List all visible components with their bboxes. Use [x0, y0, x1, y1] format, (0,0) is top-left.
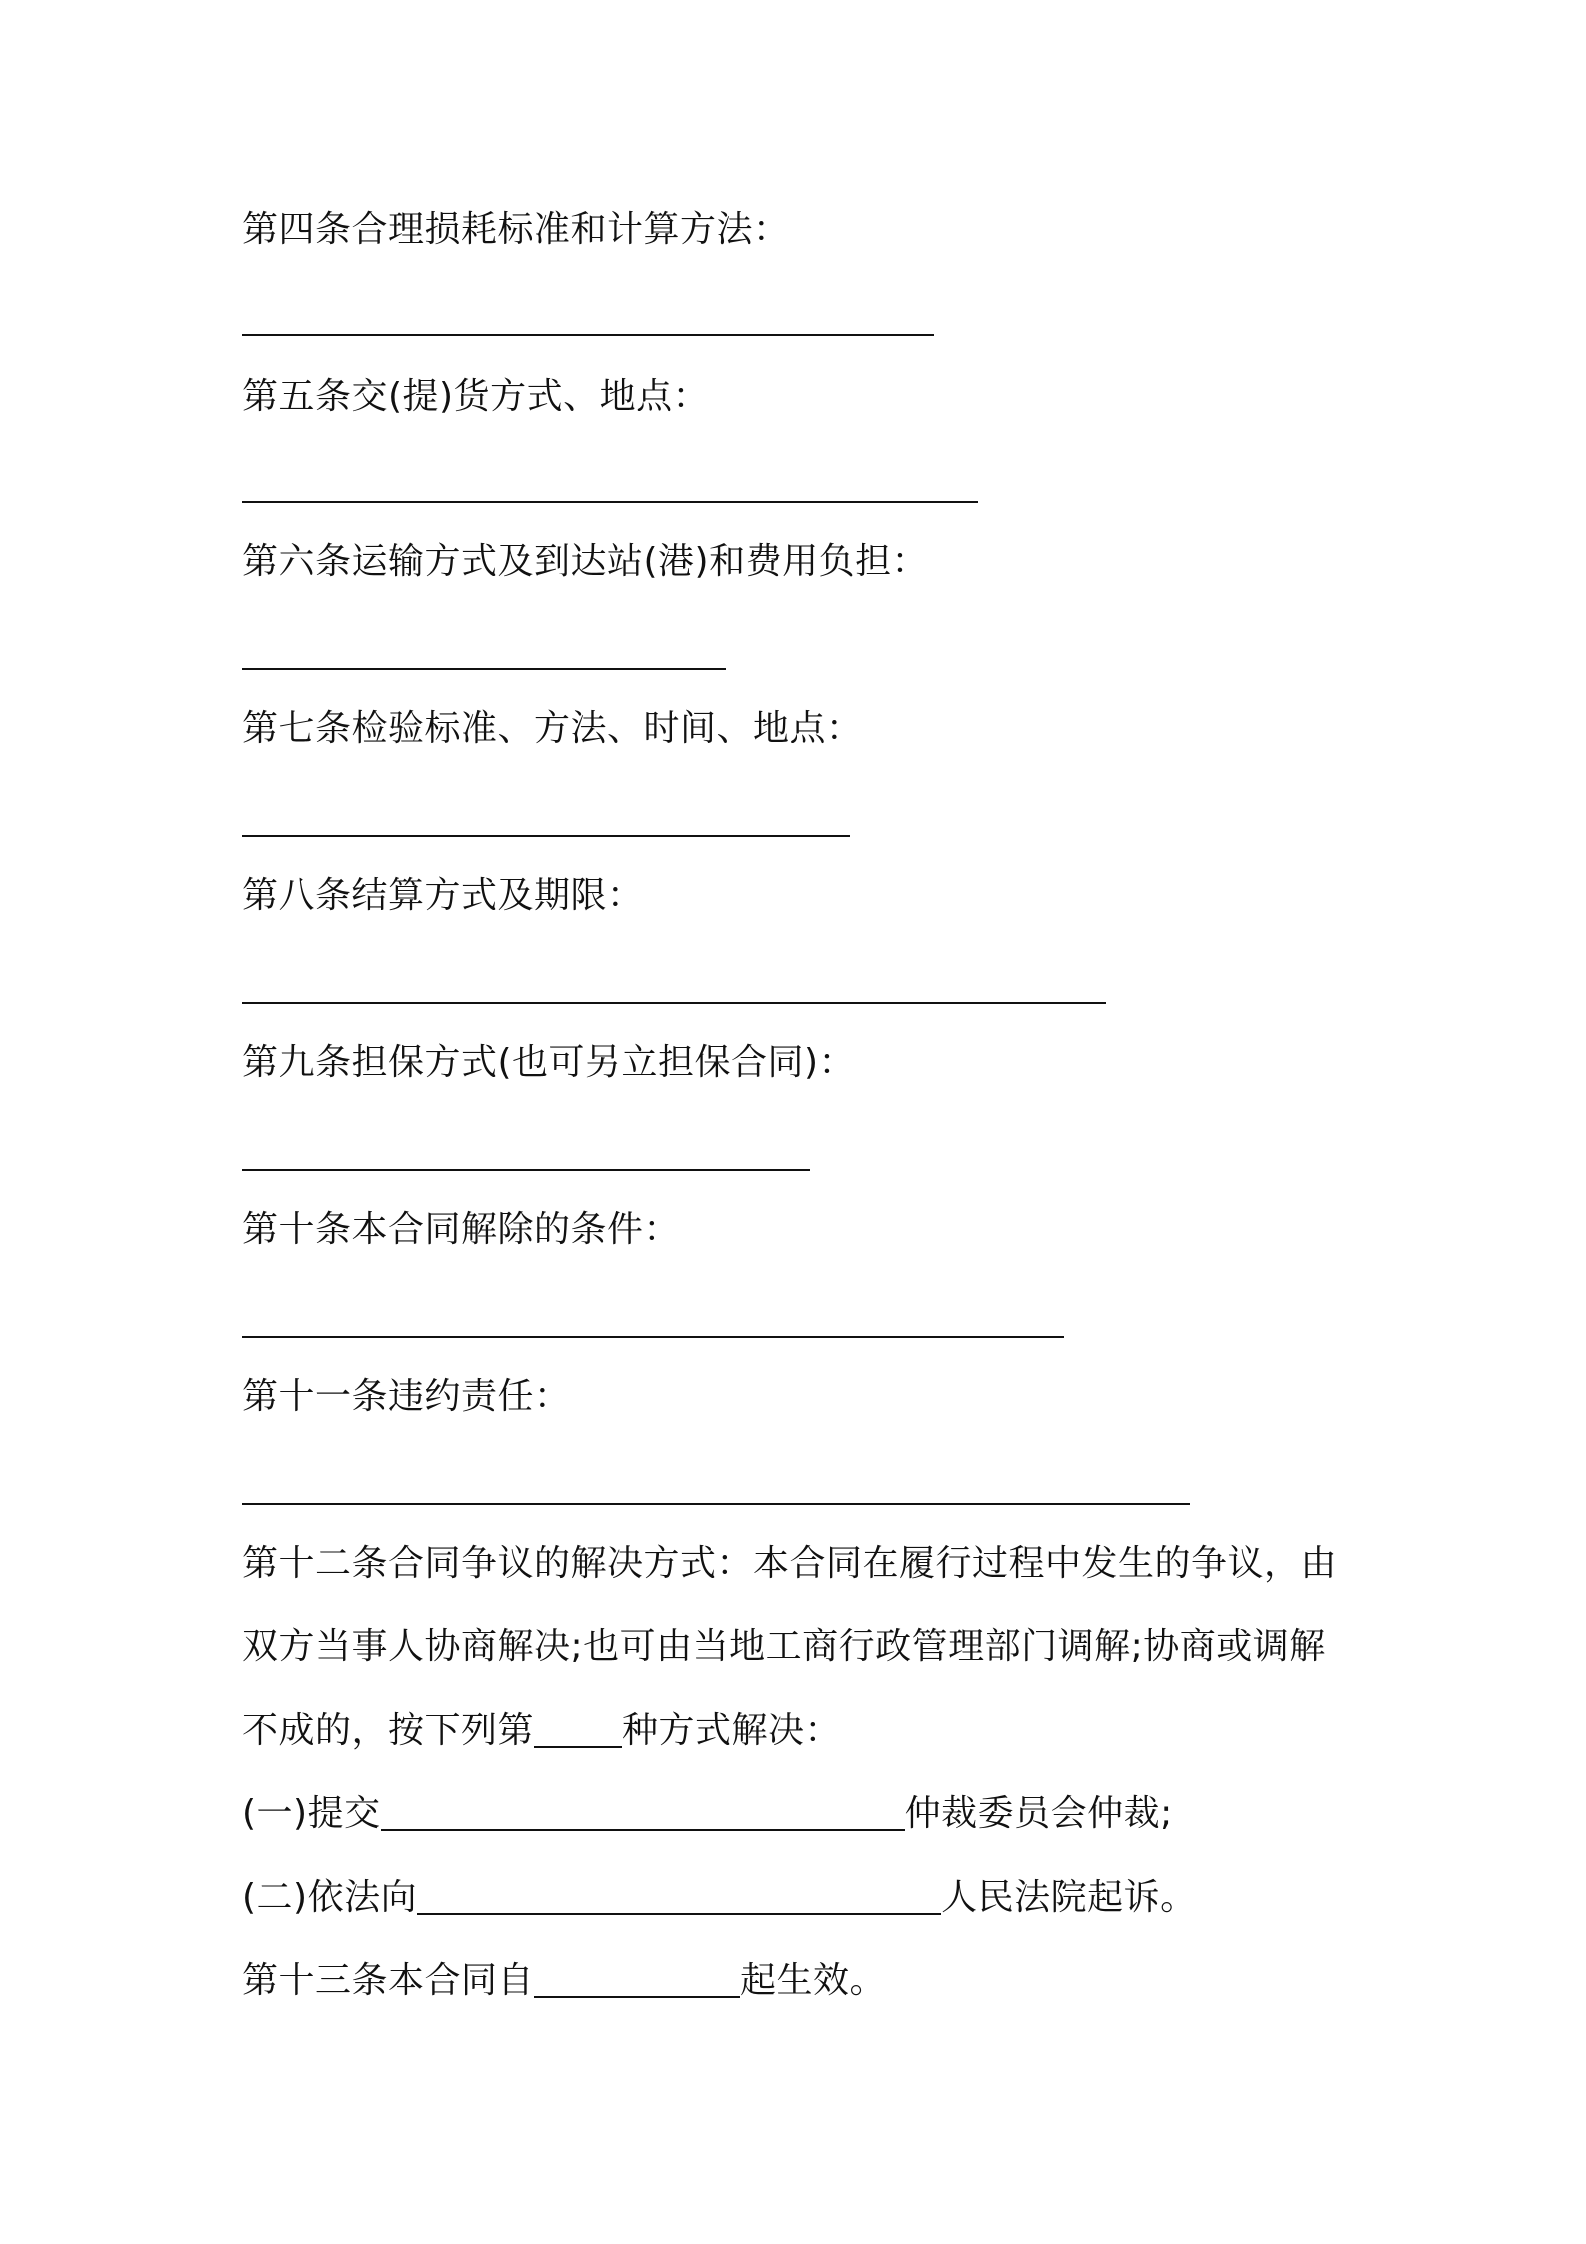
clause-10-blank-line[interactable] — [242, 1336, 1064, 1338]
option-2-text-before: (二)依法向 — [242, 1877, 418, 1918]
clause-8-heading: 第八条结算方式及期限： — [242, 875, 644, 916]
clause-5-blank-line[interactable] — [242, 501, 978, 503]
clause-6-blank-line[interactable] — [242, 668, 726, 670]
clause-7-blank-line[interactable] — [242, 835, 850, 837]
court-name-blank[interactable] — [417, 1913, 941, 1915]
option-1-text-after: 仲裁委员会仲裁; — [904, 1793, 1173, 1834]
clause-11-heading: 第十一条违约责任： — [242, 1376, 571, 1417]
arbitration-commission-blank[interactable] — [381, 1829, 905, 1831]
option-1-line — [242, 1792, 1173, 1836]
clause-12-line-3-text-after: 种方式解决： — [622, 1710, 842, 1751]
dispute-method-number-blank[interactable] — [534, 1746, 622, 1748]
clause-12-line-3-text-before: 不成的，按下列第 — [242, 1710, 535, 1751]
clause-5-heading: 第五条交(提)货方式、地点： — [242, 376, 710, 417]
option-2-text-after: 人民法院起诉。 — [941, 1877, 1197, 1918]
clause-13-text-before: 第十三条本合同自 — [242, 1960, 535, 2001]
clause-4-blank-line[interactable] — [242, 334, 934, 336]
clause-6-heading: 第六条运输方式及到达站(港)和费用负担： — [242, 541, 929, 582]
clause-4-heading: 第四条合理损耗标准和计算方法： — [242, 209, 790, 250]
clause-12-line-3 — [242, 1709, 841, 1753]
clause-10-heading: 第十条本合同解除的条件： — [242, 1209, 681, 1250]
option-2-line — [242, 1876, 1197, 1920]
clause-9-heading: 第九条担保方式(也可另立担保合同)： — [242, 1042, 856, 1083]
clause-11-blank-line[interactable] — [242, 1503, 1190, 1505]
option-1-text-before: (一)提交 — [242, 1793, 381, 1834]
clause-13-text-after: 起生效。 — [740, 1960, 887, 2001]
clause-9-blank-line[interactable] — [242, 1169, 810, 1171]
clause-7-heading: 第七条检验标准、方法、时间、地点： — [242, 708, 863, 749]
clause-8-blank-line[interactable] — [242, 1002, 1106, 1004]
clause-13-line — [242, 1959, 886, 2003]
clause-12-line-1: 第十二条合同争议的解决方式：本合同在履行过程中发生的争议，由 — [242, 1543, 1338, 1584]
effective-date-blank[interactable] — [534, 1996, 740, 1998]
clause-12-line-2: 双方当事人协商解决;也可由当地工商行政管理部门调解;协商或调解 — [242, 1626, 1326, 1667]
